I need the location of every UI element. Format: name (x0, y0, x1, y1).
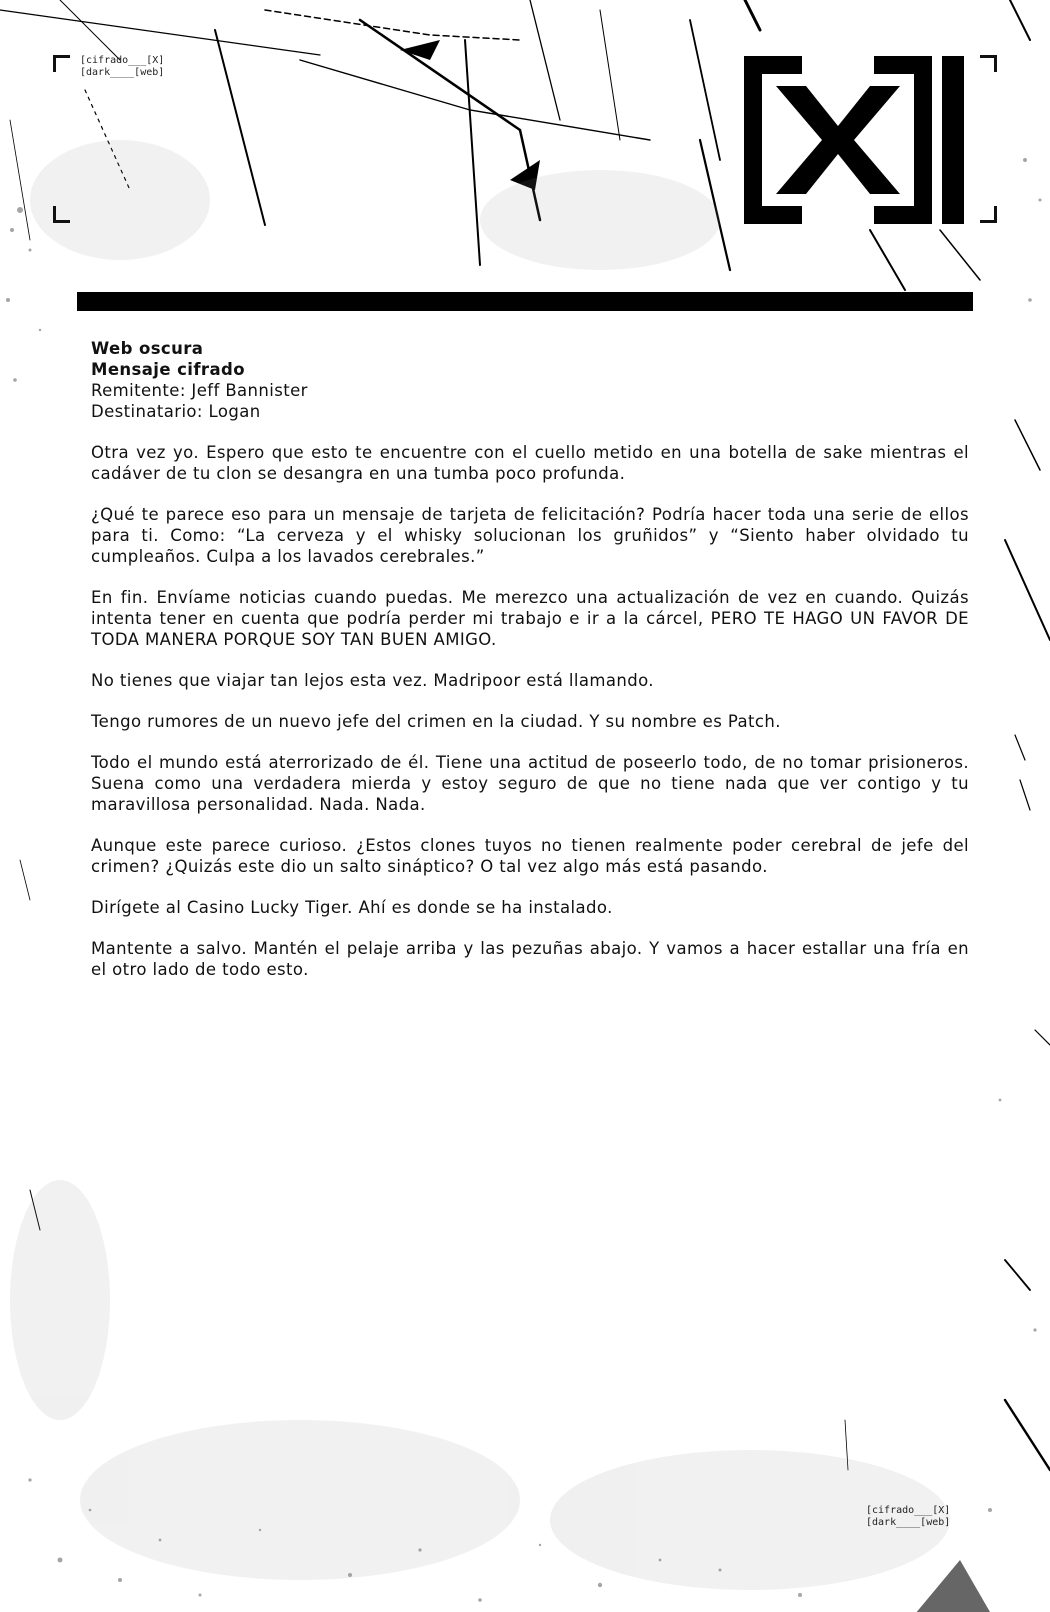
cipher-tag-line-1: [cifrado___[X] (866, 1505, 951, 1516)
crop-mark-bottom-left (53, 206, 70, 223)
paragraph: ¿Qué te parece eso para un mensaje de tarjeta de felicitación? Podría hacer toda una serie de ellos para ti. Como: “La cerveza y el whisky solucionan los gruñidos” y “Siento haber olvidado tu cumpleaños. Culpa a los lavados cerebrales.” (91, 505, 969, 566)
paragraph: Tengo rumores de un nuevo jefe del crimen en la ciudad. Y su nombre es Patch. (91, 712, 781, 731)
paragraph: En fin. Envíame noticias cuando puedas. Me merezco una actualización de vez en cuando. Quizás intenta tener en cuenta que podría perder mi trabajo e ir a la cárcel, PERO TE HAGO UN FAVOR DE TODA MANERA PORQUE SOY TAN BUEN AMIGO. (91, 588, 969, 649)
message-header (91, 338, 969, 422)
paragraph: Otra vez yo. Espero que esto te encuentre con el cuello metido en una botella de sake mientras el cadáver de tu clon se desangra en una tumba poco profunda. (91, 443, 969, 483)
paragraph: No tienes que viajar tan lejos esta vez. Madripoor está llamando. (91, 671, 654, 690)
crop-mark-top-right (980, 55, 997, 72)
header-line-dark-web: Web oscura (91, 339, 204, 358)
header-line-encrypted: Mensaje cifrado (91, 360, 245, 379)
recipient-line: Destinatario: Logan (91, 402, 261, 421)
cipher-tag-line-1: [cifrado___[X] (80, 55, 165, 66)
cipher-tag-top (80, 55, 164, 79)
sender-line: Remitente: Jeff Bannister (91, 381, 308, 400)
paragraph: Todo el mundo está aterrorizado de él. Tiene una actitud de poseerlo todo, de no tomar prisioneros. Suena como una verdadera mierda y estoy seguro de que no tiene nada que ver contigo y tu maravillosa personalidad. Nada. Nada. (91, 753, 969, 814)
cipher-tag-line-2: [dark____[web] (80, 67, 165, 78)
x-logo (744, 56, 964, 224)
paragraph: Mantente a salvo. Mantén el pelaje arriba y las pezuñas abajo. Y vamos a hacer estallar una fría en el otro lado de todo esto. (91, 939, 969, 979)
paragraph: Dirígete al Casino Lucky Tiger. Ahí es donde se ha instalado. (91, 898, 613, 917)
crop-mark-bottom-right (980, 206, 997, 223)
crop-mark-top-left (53, 55, 70, 72)
message-content (91, 338, 969, 1000)
cipher-tag-line-2: [dark____[web] (866, 1517, 951, 1528)
header-rule (77, 292, 973, 311)
paragraph: Aunque este parece curioso. ¿Estos clones tuyos no tienen realmente poder cerebral de jefe del crimen? ¿Quizás este dio un salto sináptico? O tal vez algo más está pasando. (91, 836, 969, 876)
cipher-tag-bottom (866, 1505, 950, 1529)
